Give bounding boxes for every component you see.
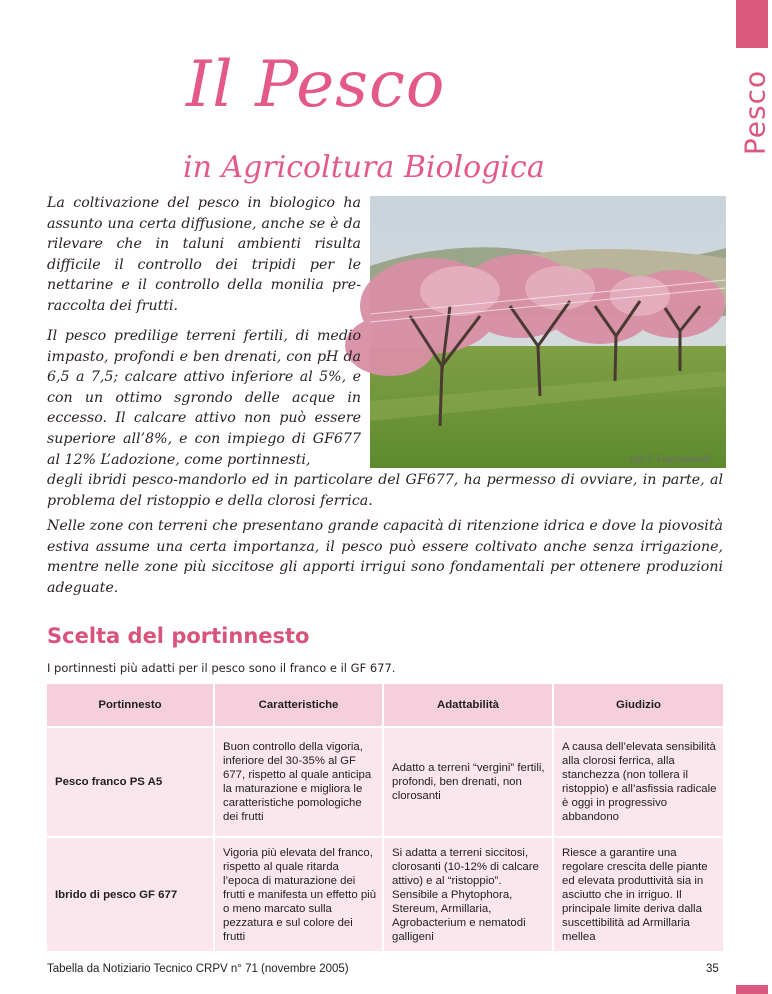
table-cell: Buon controllo della vigoria, inferiore del 30-35% al GF 677, rispetto al quale anticipa la maturazione e migliora le caratteristiche pomologiche dei frutti: [214, 727, 383, 837]
paragraph-irrigation: Nelle zone con terreni che presentano grande capacità di ritenzione idrica e dove la piovosità estiva assume una certa importanza, il pesco può essere coltivato anche senza irrigazione, mentre nelle zone più siccitose gli apporti irrigui sono fondamentali per ottenere produzioni adeguate.: [47, 518, 723, 596]
table-row: [47, 727, 723, 837]
section-heading: Scelta del portinnesto: [47, 624, 310, 648]
paragraph-soil-continued: degli ibridi pesco-mandorlo ed in particolare del GF677, ha permesso di ovviare, in parte, al problema del ristoppio e della clorosi ferrica.: [47, 472, 723, 509]
page-title: Il Pesco: [186, 48, 446, 122]
section-intro: I portinnesti più adatti per il pesco sono il franco e il GF 677.: [47, 661, 396, 675]
side-section-label: [738, 46, 772, 176]
table-source-note: Tabella da Notiziario Tecnico CRPV n° 71 (novembre 2005): [47, 963, 349, 975]
peach-orchard-photo: [370, 196, 726, 468]
table-header-row: [47, 684, 723, 727]
page-subtitle: in Agricoltura Biologica: [183, 150, 545, 185]
table-row: [47, 837, 723, 951]
paragraph-soil: Il pesco predilige terreni fertili, di medio impasto, profondi e ben drenati, con pH da 6,5 a 7,5; calcare attivo inferiore al 5%, e con un ottimo sgrondo delle acque in eccesso. Il calcare attivo non può essere superiore all’8%, e con impiego di GF677 al 12% L’adozione, come portinnesti,: [47, 328, 361, 468]
paragraph-intro: La coltivazione del pesco in biologico ha assunto una certa diffusione, anche se è da rilevare che in taluni ambienti risulta difficile il controllo dei tripidi per le nettarine e il controllo della monilia pre-raccolta dei frutti.: [47, 195, 361, 314]
column-header: Adattabilità: [383, 684, 553, 727]
page-number: 35: [706, 963, 719, 975]
rootstock-table: [47, 684, 723, 951]
column-header: Caratteristiche: [214, 684, 383, 727]
table-cell: Vigoria più elevata del franco, rispetto al quale ritarda l’epoca di maturazione dei frutti e manifesta un effetto più o meno marcato sulla pezzatura e sul colore dei frutti: [214, 837, 383, 951]
table-cell: Riesce a garantire una regolare crescita delle piante ed elevata produttività sia in asciutto che in irriguo. Il principale limite deriva dalla suscettibilità ad Armillaria mellea: [553, 837, 723, 951]
table-cell: A causa dell’elevata sensibilità alla clorosi ferrica, alla stanchezza (non tollera il ristoppio) e all’asfissia radicale è oggi in progressivo abbandono: [553, 727, 723, 837]
column-header: Portinnesto: [47, 684, 214, 727]
photo-credit: foto F. Franceschelli: [630, 454, 711, 464]
column-header: Giudizio: [553, 684, 723, 727]
side-tab-marker: [736, 0, 768, 48]
table-cell: Adatto a terreni “vergini” fertili, profondi, ben drenati, non clorosanti: [383, 727, 553, 837]
side-title-text: Pesco: [738, 69, 772, 156]
bottom-tab-marker: [736, 985, 768, 994]
table-cell: Pesco franco PS A5: [47, 727, 214, 837]
table-cell: Ibrido di pesco GF 677: [47, 837, 214, 951]
table-cell: Si adatta a terreni siccitosi, clorosanti (10-12% di calcare attivo) e al “ristoppio”. Sensibile a Phytophora, Stereum, Armillaria, Agrobacterium e nematodi galligeni: [383, 837, 553, 951]
